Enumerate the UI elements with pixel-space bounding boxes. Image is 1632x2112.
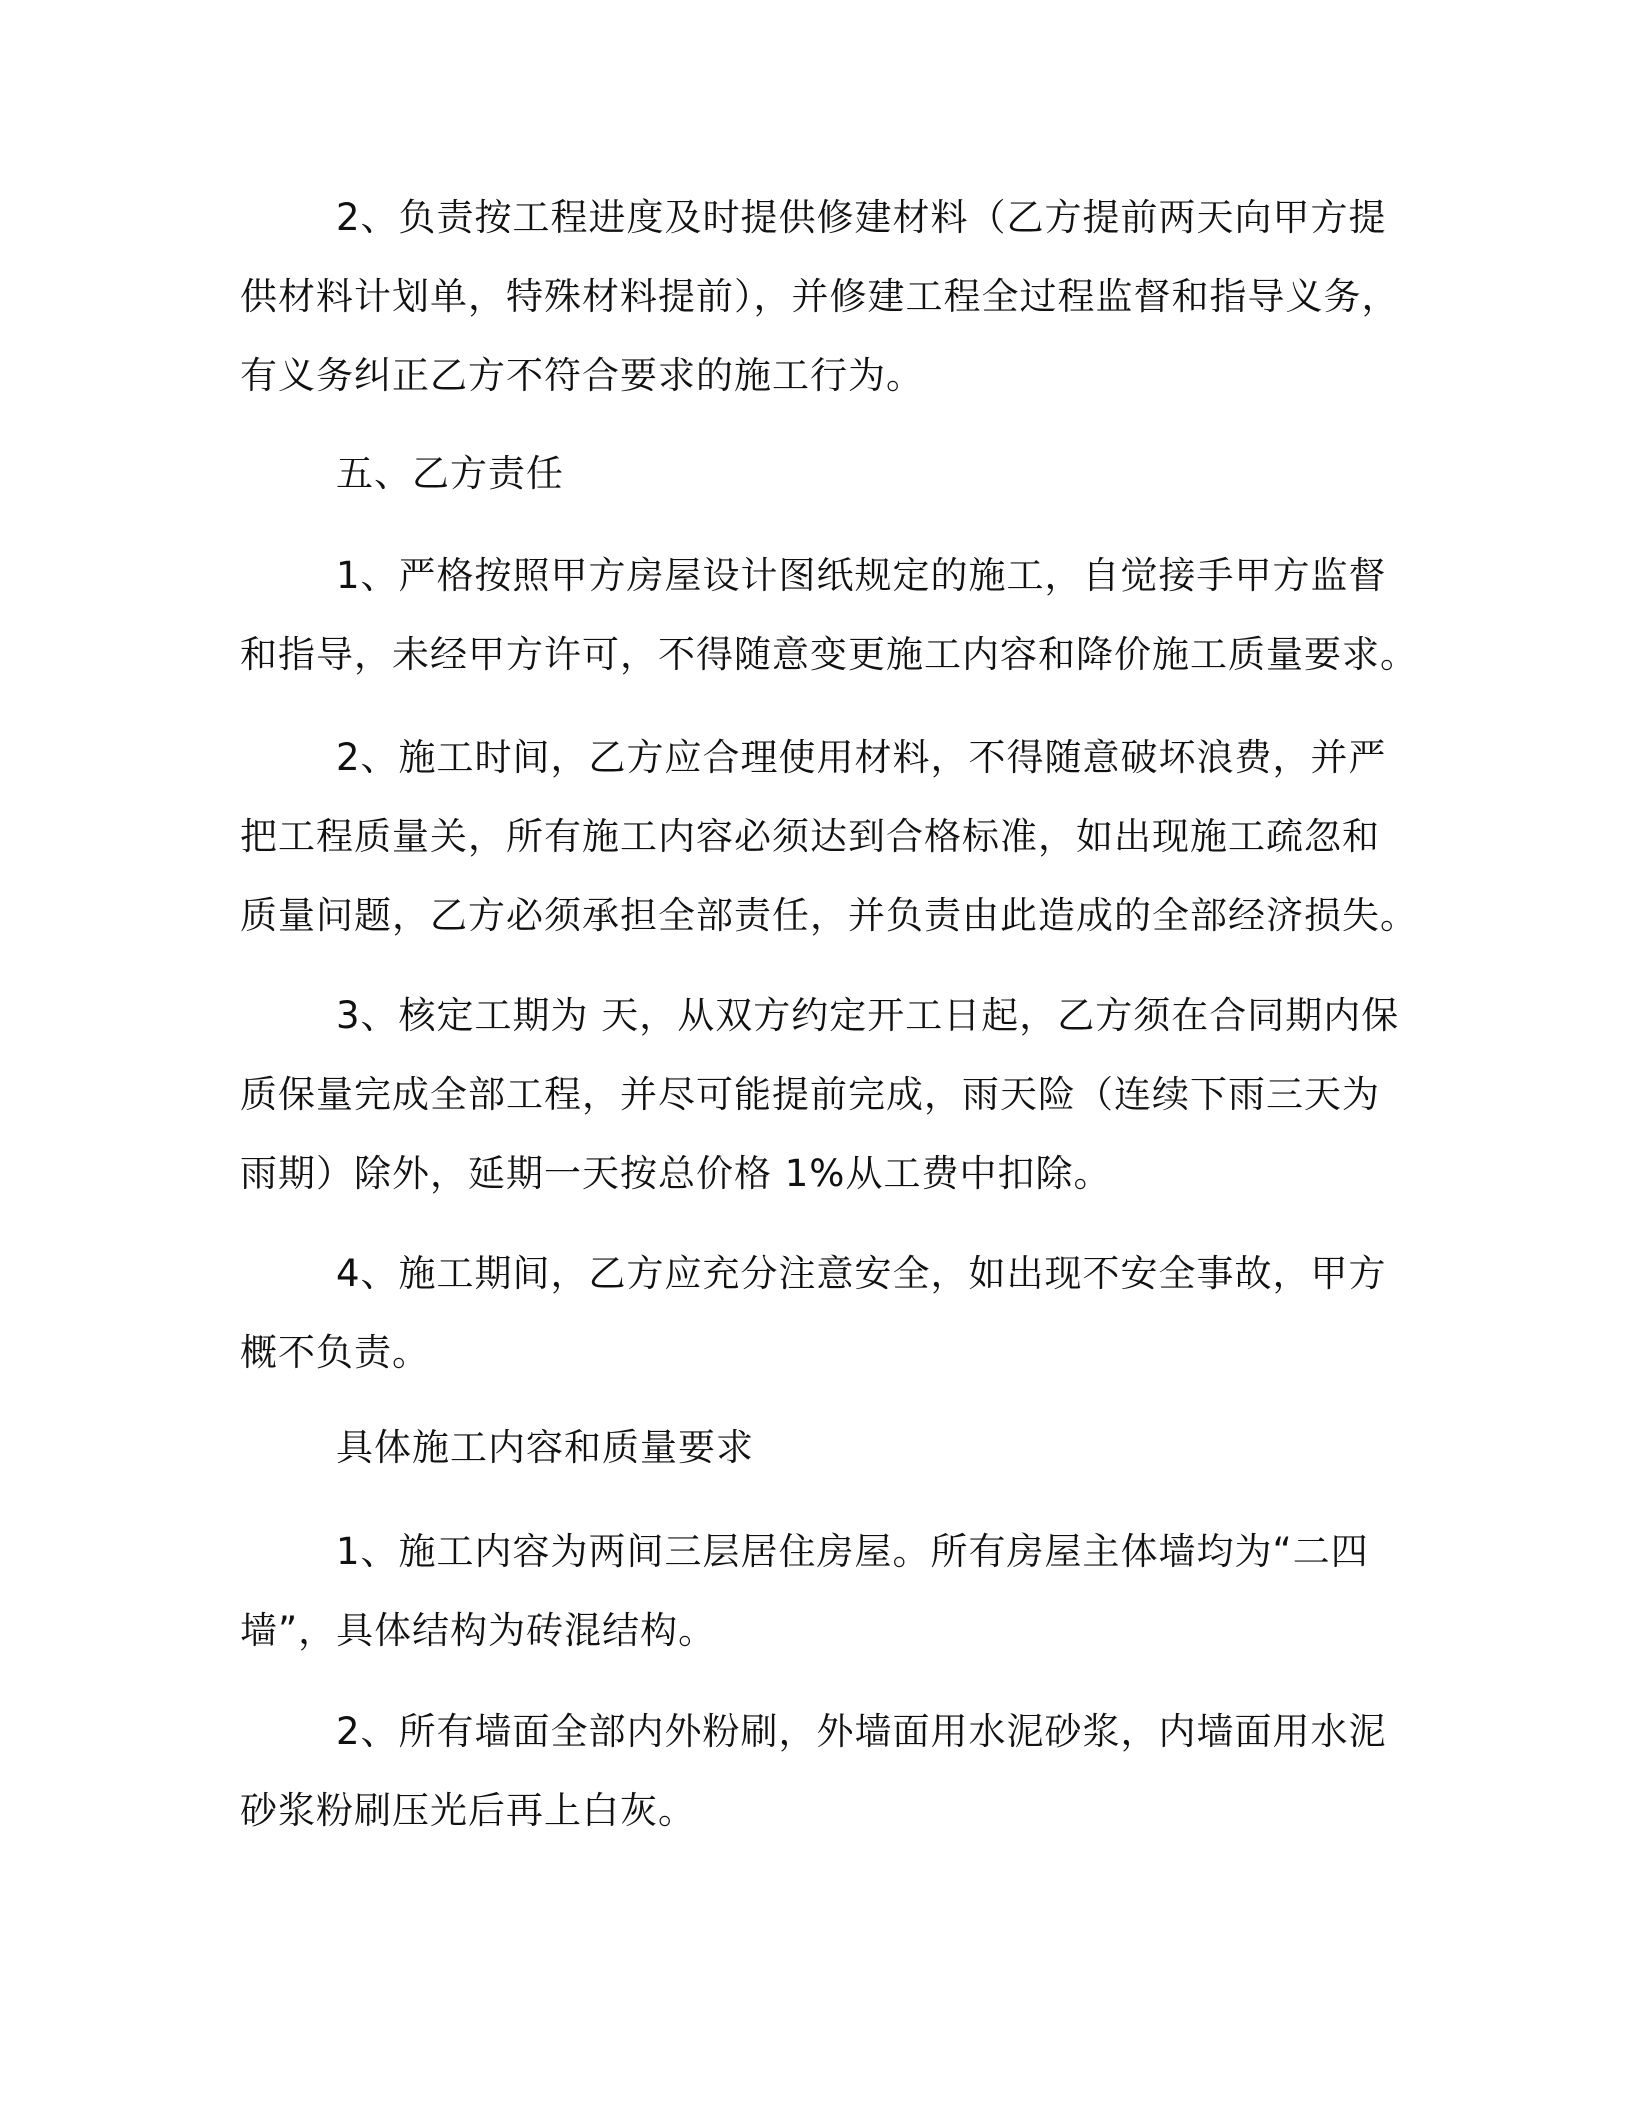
text-line: 1、严格按照甲方房屋设计图纸规定的施工，自觉接手甲方监督: [336, 554, 1387, 597]
paragraph-yi-duty-3: [240, 976, 1400, 1213]
text-line: 1、施工内容为两间三层居住房屋。所有房屋主体墙均为“二四: [336, 1530, 1369, 1573]
section-heading-construction: [240, 1408, 1380, 1487]
text-line: 2、所有墙面全部内外粉刷，外墙面用水泥砂浆，内墙面用水泥: [336, 1710, 1387, 1753]
text-line: 2、施工时间，乙方应合理使用材料，不得随意破坏浪费，并严: [336, 736, 1387, 779]
paragraph-yi-duty-4: [240, 1234, 1387, 1392]
text-line: 墙”，具体结构为砖混结构。: [240, 1609, 717, 1652]
paragraph-yi-duty-1: [240, 536, 1418, 694]
text-line: 把工程质量关，所有施工内容必须达到合格标准，如出现施工疏忽和: [240, 815, 1380, 858]
text-line: 质保量完成全部工程，并尽可能提前完成，雨天险（连续下雨三天为: [240, 1073, 1380, 1116]
text-line: 3、核定工期为 天，从双方约定开工日起，乙方须在合同期内保: [336, 994, 1400, 1037]
text-line: 砂浆粉刷压光后再上白灰。: [240, 1789, 696, 1832]
text-line: 供材料计划单，特殊材料提前），并修建工程全过程监督和指导义务，: [240, 275, 1400, 318]
text-line: 质量问题，乙方必须承担全部责任，并负责由此造成的全部经济损失。: [240, 894, 1418, 937]
paragraph-jia-duty-2: [240, 178, 1400, 415]
paragraph-construction-2: [240, 1692, 1387, 1850]
text-line: 雨期）除外，延期一天按总价格 1%从工费中扣除。: [240, 1152, 1112, 1195]
heading-line: 五、乙方责任: [336, 452, 564, 495]
paragraph-yi-duty-2: [240, 718, 1418, 955]
text-line: 有义务纠正乙方不符合要求的施工行为。: [240, 354, 924, 397]
heading-line: 具体施工内容和质量要求: [336, 1426, 754, 1469]
text-line: 概不负责。: [240, 1331, 430, 1374]
text-line: 2、负责按工程进度及时提供修建材料（乙方提前两天向甲方提: [336, 196, 1387, 239]
paragraph-construction-1: [240, 1512, 1380, 1670]
section-heading-yi-responsibility: [240, 434, 1380, 513]
text-line: 4、施工期间，乙方应充分注意安全，如出现不安全事故，甲方: [336, 1252, 1387, 1295]
text-line: 和指导，未经甲方许可，不得随意变更施工内容和降价施工质量要求。: [240, 633, 1418, 676]
